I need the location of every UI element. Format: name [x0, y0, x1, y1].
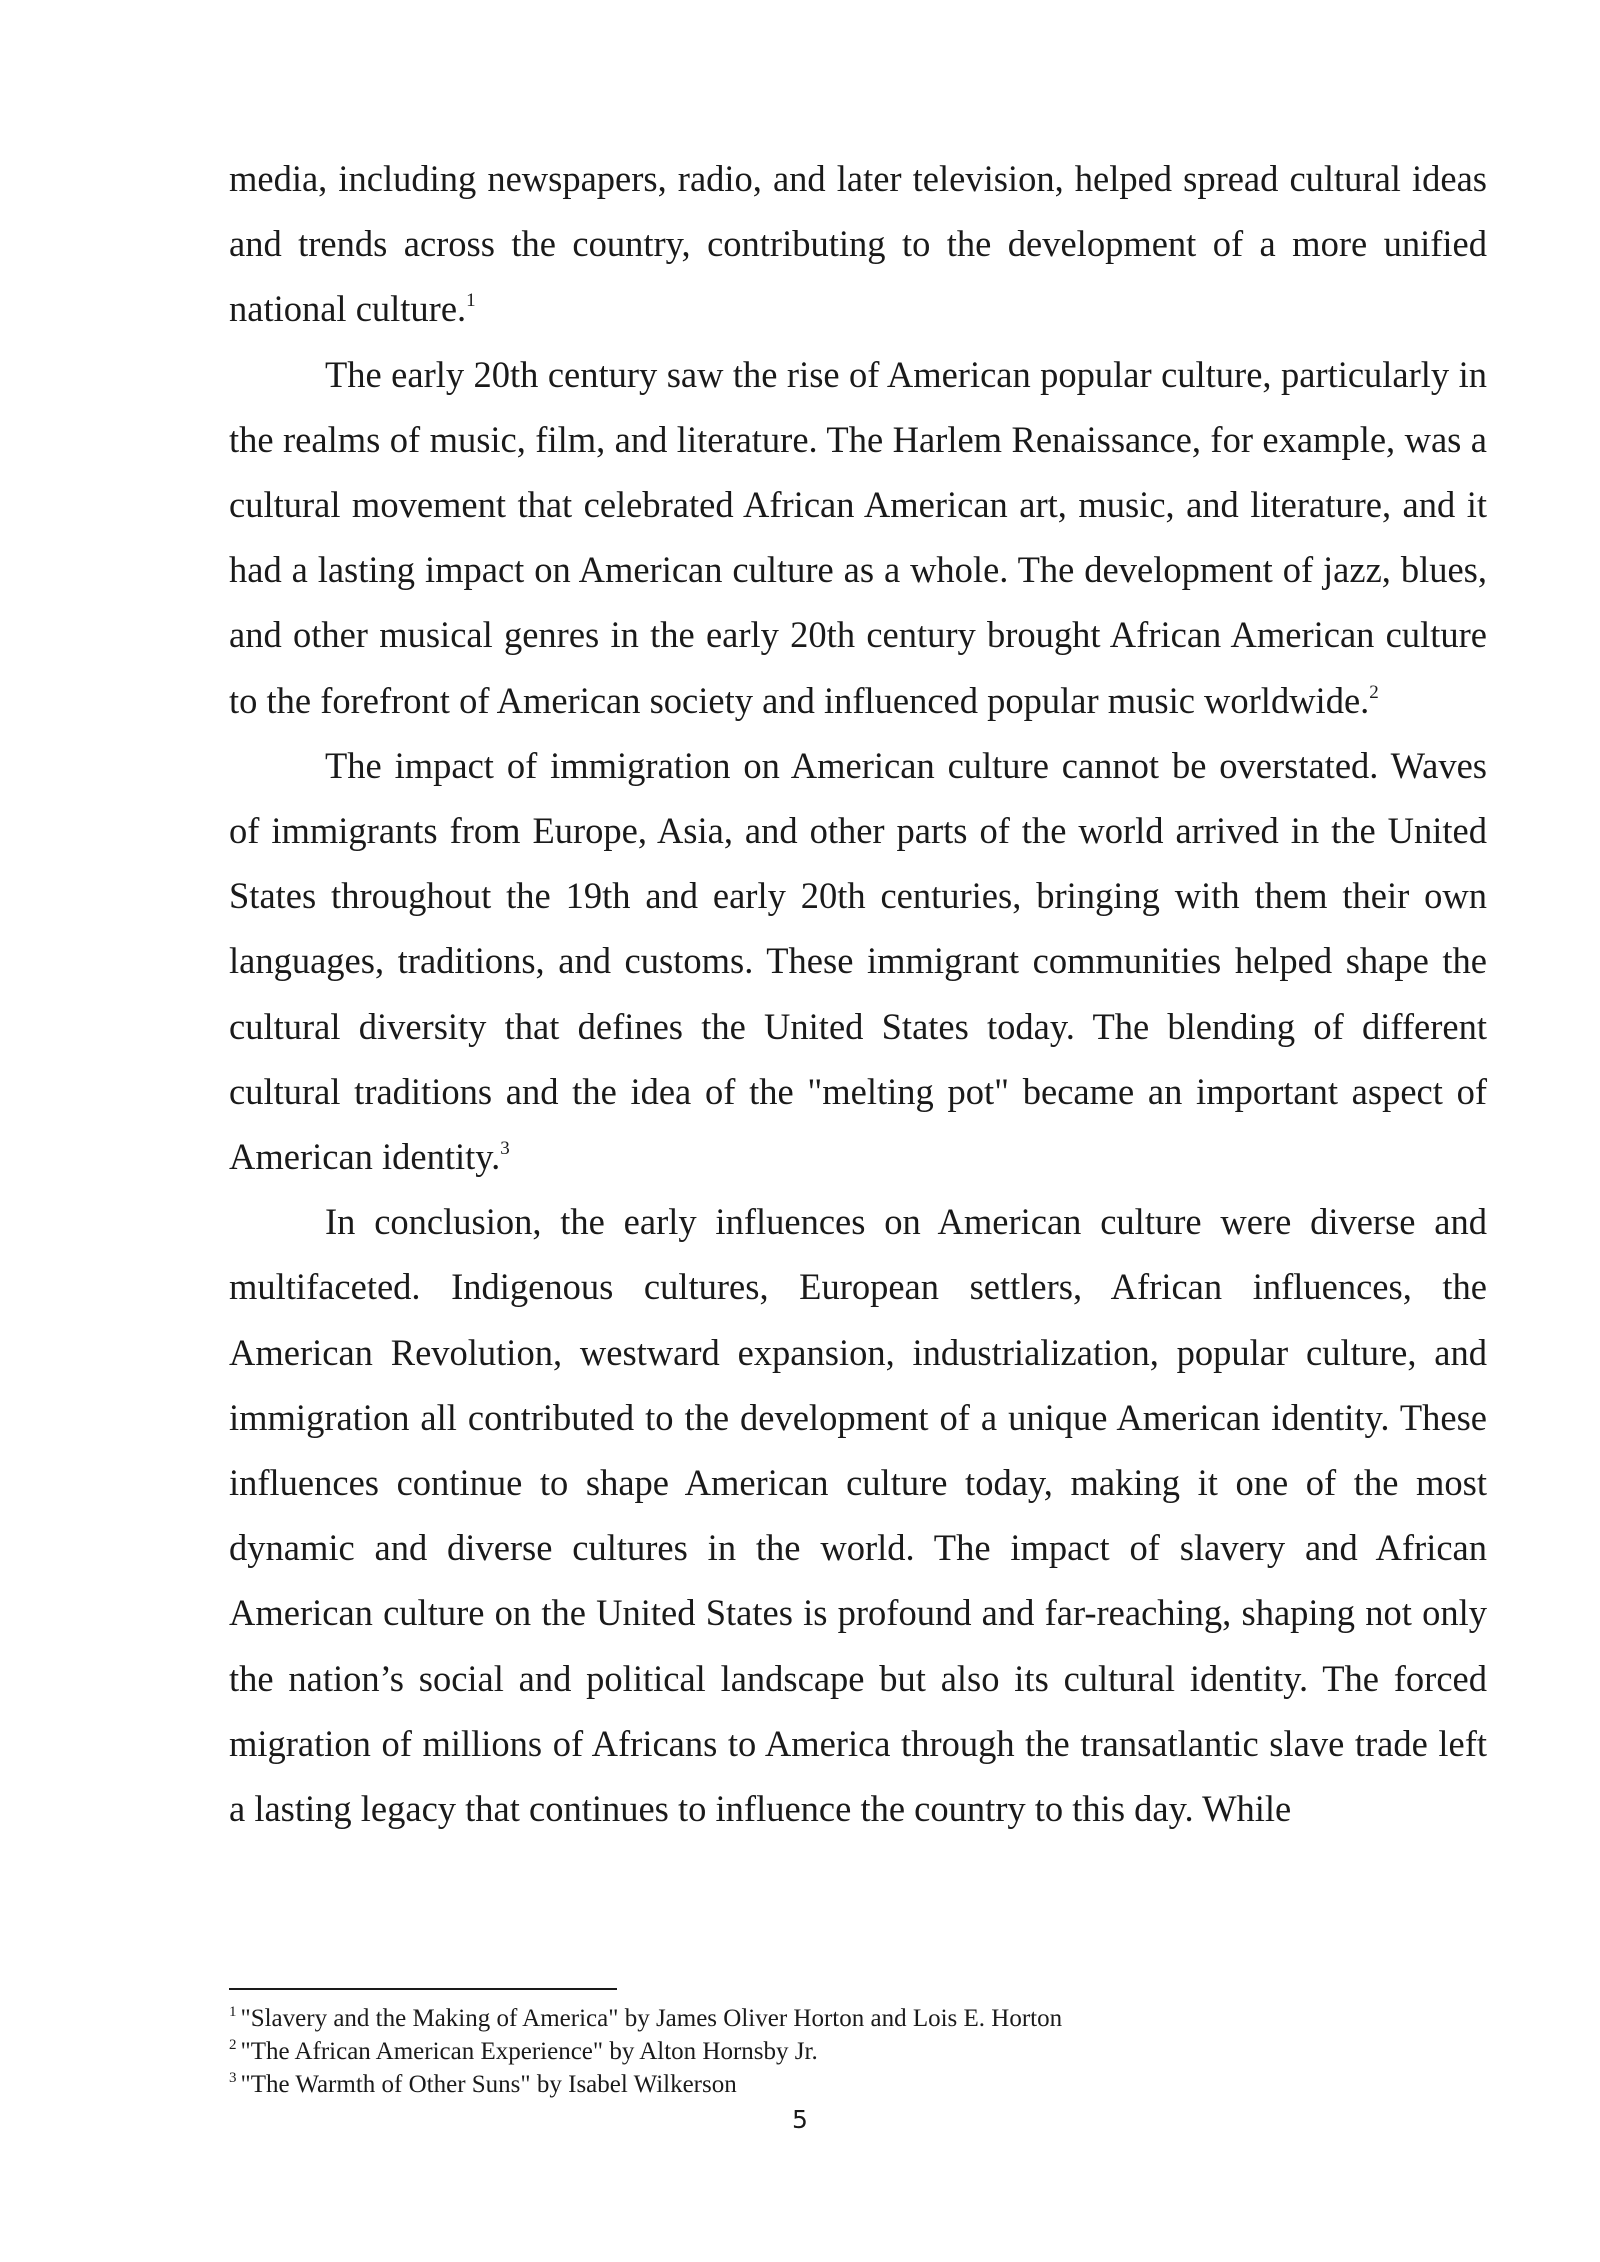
body-text	[229, 146, 1487, 1841]
footnote-number: 3	[229, 2070, 237, 2086]
footnote-text: "Slavery and the Making of America" by James Oliver Horton and Lois E. Horton	[240, 2005, 1063, 2032]
paragraph-text: In conclusion, the early influences on American culture were diverse and multifaceted. Indigenous cultures, European settlers, African influences, the American Revolution, westward expansion, industrialization, popular culture, and immigration all contributed to the development of a unique American identity. These influences continue to shape American culture today, making it one of the most dynamic and diverse cultures in the world. The impact of slavery and African American culture on the United States is profound and far-reaching, shaping not only the nation’s social and political landscape but also its cultural identity. The forced migration of millions of Africans to America through the transatlantic slave trade left a lasting legacy that continues to influence the country to this day. While	[229, 1201, 1487, 1830]
paragraph	[229, 342, 1487, 733]
paragraph	[229, 1189, 1487, 1841]
footnotes	[229, 2002, 1487, 2101]
paragraph	[229, 733, 1487, 1189]
paragraph-text: media, including newspapers, radio, and later television, helped spread cultural ideas and trends across the country, contributing to the development of a more unified national culture.	[229, 158, 1487, 330]
footnote-text: "The African American Experience" by Alton Hornsby Jr.	[240, 2038, 818, 2065]
footnote	[229, 2068, 1487, 2101]
footnote-reference[interactable]: 3	[500, 1138, 510, 1160]
footnote-reference[interactable]: 2	[1369, 681, 1379, 703]
footnote-number: 1	[229, 2004, 237, 2020]
page-number: 5	[792, 2105, 808, 2134]
footnote	[229, 2035, 1487, 2068]
footnote	[229, 2002, 1487, 2035]
footnote-number: 2	[229, 2037, 237, 2053]
footnote-separator	[229, 1988, 617, 1990]
footnote-reference[interactable]: 1	[466, 290, 476, 312]
paragraph-text: The impact of immigration on American culture cannot be overstated. Waves of immigrants from Europe, Asia, and other parts of the world arrived in the United States throughout the 19th and early 20th centuries, bringing with them their own languages, traditions, and customs. These immigrant communities helped shape the cultural diversity that defines the United States today. The blending of different cultural traditions and the idea of the "melting pot" became an important aspect of American identity.	[229, 744, 1487, 1178]
footnote-text: "The Warmth of Other Suns" by Isabel Wilkerson	[240, 2071, 737, 2098]
paragraph	[229, 146, 1487, 342]
paragraph-text: The early 20th century saw the rise of American popular culture, particularly in the realms of music, film, and literature. The Harlem Renaissance, for example, was a cultural movement that celebrated African American art, music, and literature, and it had a lasting impact on American culture as a whole. The development of jazz, blues, and other musical genres in the early 20th century brought African American culture to the forefront of American society and influenced popular music worldwide.	[229, 353, 1487, 721]
